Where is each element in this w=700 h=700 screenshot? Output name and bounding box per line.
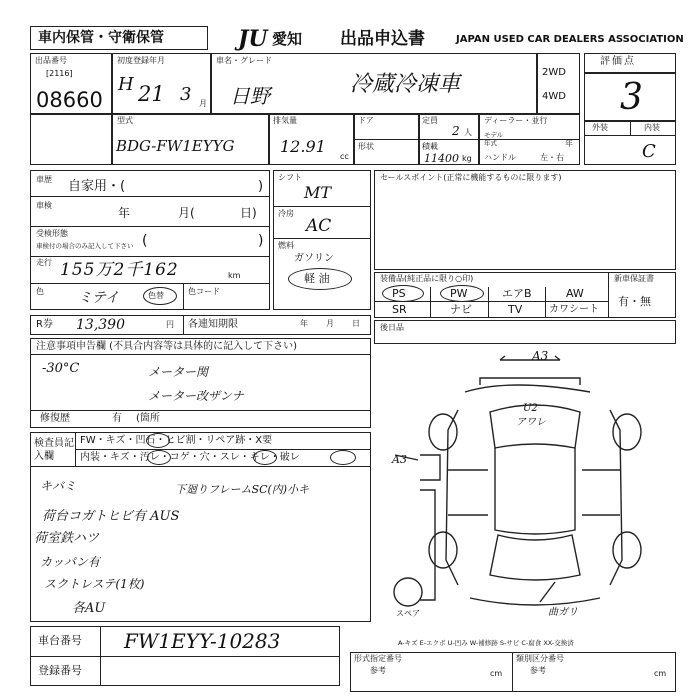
handle-options: 左・右 bbox=[540, 153, 564, 162]
equip-sr: SR bbox=[392, 303, 407, 316]
usage-paren: ) bbox=[258, 179, 264, 194]
drive-4wd: 4WD bbox=[542, 91, 566, 102]
era: H bbox=[118, 74, 134, 95]
ac-value: AC bbox=[306, 216, 332, 236]
color-value: ミテイ bbox=[78, 290, 120, 306]
form-title: 出品申込書 bbox=[340, 29, 425, 49]
first-reg-month: 3 bbox=[180, 84, 192, 105]
acceptance-label: 受検形態 bbox=[36, 229, 68, 238]
class-cm-unit: cm bbox=[654, 669, 667, 678]
class-ref-label: 参考 bbox=[530, 666, 546, 675]
acceptance-note: 車検付の場合のみ記入して下さい bbox=[36, 242, 134, 250]
note-meter-1: メーター関 bbox=[148, 365, 209, 379]
displacement: 12.91 bbox=[280, 137, 326, 156]
displacement-label: 排気量 bbox=[273, 116, 297, 125]
fuel-gasoline: ガソリン bbox=[294, 253, 334, 264]
front-bumper bbox=[480, 378, 580, 385]
rear-right-wheel bbox=[613, 532, 641, 568]
front-right-wheel bbox=[613, 414, 641, 450]
front-left-wheel bbox=[429, 414, 457, 450]
mileage-label: 走行 bbox=[36, 258, 52, 267]
usage-value: 自家用・( bbox=[68, 179, 126, 194]
left-door-line bbox=[448, 470, 488, 515]
recycle-day: 日 bbox=[352, 319, 360, 328]
repair-parts: (箇所 bbox=[136, 413, 160, 424]
usage-label: 車歴 bbox=[36, 175, 52, 184]
left-mirror bbox=[420, 455, 440, 480]
diagram-legend: A-キズ E-エクボ U-凹み W-補修跡 S-サビ C-腐食 XX-交換済 bbox=[398, 639, 574, 647]
acceptance-open: ( bbox=[142, 233, 148, 249]
int-label: 内装 bbox=[644, 123, 660, 132]
hand-note-1: キバミ bbox=[40, 479, 77, 493]
handle-label: ハンドル bbox=[484, 153, 516, 162]
month-unit: 月 bbox=[199, 99, 207, 108]
color-code-label: 色コード bbox=[188, 287, 220, 296]
year-unit: 年 bbox=[565, 139, 573, 148]
model-label: 型式 bbox=[117, 116, 133, 125]
capacity-unit: 人 bbox=[464, 128, 472, 137]
frame-value: FW1EYY-10283 bbox=[124, 629, 281, 653]
note-temp: -30°C bbox=[42, 361, 80, 376]
repair-value: 有 bbox=[112, 413, 122, 424]
hand-note-4: 荷室鉄ハツ bbox=[34, 531, 100, 546]
reg-label: 登録番号 bbox=[38, 664, 82, 677]
grade: 冷蔵冷凍車 bbox=[350, 72, 461, 97]
r-label: R券 bbox=[36, 319, 53, 330]
ju-logo: JU bbox=[238, 26, 268, 52]
r-value: 13,390 bbox=[76, 317, 125, 333]
equip-seat: カワシート bbox=[549, 304, 599, 315]
equip-navi: ナビ bbox=[450, 303, 472, 316]
inspection-year: 年 bbox=[118, 206, 131, 220]
diagram-bottom-note: 曲ガリ bbox=[548, 607, 578, 618]
annot-top-arrow bbox=[500, 356, 560, 360]
diagram-roof-note-2: アワレ bbox=[516, 417, 546, 428]
mileage-value: 155万2千162 bbox=[60, 260, 179, 280]
inspection-label: 車検 bbox=[36, 201, 52, 210]
association-name: JAPAN USED CAR DEALERS ASSOCIATION bbox=[456, 34, 684, 45]
shift-value: MT bbox=[304, 183, 332, 202]
maker: 日野 bbox=[230, 84, 270, 108]
ext-label: 外装 bbox=[592, 123, 608, 132]
region-name: 愛知 bbox=[272, 30, 303, 48]
class-num-label: 類別区分番号 bbox=[516, 654, 564, 663]
equip-tv: TV bbox=[508, 303, 523, 316]
lot-sub: [2116] bbox=[46, 69, 73, 78]
hand-note-5: カッパン有 bbox=[40, 555, 100, 569]
capacity-label: 定員 bbox=[422, 116, 438, 125]
color-change: 色替 bbox=[148, 291, 164, 300]
recycle-label: 各連知期限 bbox=[188, 319, 238, 330]
equip-airbag: エアB bbox=[502, 287, 532, 300]
shape-label: 形状 bbox=[358, 142, 374, 151]
inspector-row-1: FW・キズ・凹石・ヒビ割・リペア跡・X要 bbox=[80, 435, 273, 446]
dealer-label: ディーラー・並行 bbox=[484, 116, 548, 125]
color-label: 色 bbox=[36, 287, 44, 296]
recycle-month: 月 bbox=[326, 319, 334, 328]
rear-left-wheel bbox=[429, 532, 457, 568]
acceptance-close: ) bbox=[258, 233, 264, 249]
lot-label: 出品番号 bbox=[35, 56, 67, 65]
recycle-year: 年 bbox=[300, 319, 308, 328]
roof bbox=[495, 448, 575, 534]
capacity-value: 2 bbox=[452, 124, 460, 138]
new-warranty-label: 新車保証書 bbox=[614, 274, 654, 283]
inspector-label: 検査員記入欄 bbox=[34, 438, 74, 462]
score: 3 bbox=[620, 77, 643, 118]
model-code: BDG-FW1EYYG bbox=[116, 137, 235, 155]
sales-point-label: セールスポイント(正常に機能するものに限ります) bbox=[380, 173, 562, 182]
spare-tire bbox=[394, 578, 422, 606]
diagram-roof-note-1: U2 bbox=[523, 403, 538, 414]
first-reg-label: 初度登録年月 bbox=[117, 56, 165, 65]
hand-note-2: 下廻りフレームSC(内)小キ bbox=[175, 483, 310, 496]
first-reg-year: 21 bbox=[138, 82, 165, 106]
shift-label: シフト bbox=[278, 173, 302, 182]
equip-aw: AW bbox=[566, 287, 584, 300]
left-side-outline bbox=[420, 490, 435, 600]
hand-note-3: 荷台コガトヒビ有 AUS bbox=[42, 509, 180, 524]
load-unit: kg bbox=[462, 154, 472, 163]
annot-bottom-arrow bbox=[540, 582, 555, 602]
diagram-spare-label: スペア bbox=[396, 609, 420, 618]
body-right bbox=[610, 410, 622, 585]
doc-ref-label: 参考 bbox=[370, 666, 386, 675]
r-unit: 円 bbox=[166, 320, 174, 329]
equip-pw: PW bbox=[450, 287, 468, 300]
interior-score: C bbox=[642, 141, 656, 162]
security-note: 車内保管・守衛保管 bbox=[38, 30, 164, 46]
hood-outline bbox=[465, 385, 590, 392]
load-label: 積載 bbox=[422, 142, 438, 151]
right-door-line bbox=[582, 470, 620, 515]
inspection-day: 日) bbox=[240, 206, 257, 220]
drive-2wd: 2WD bbox=[542, 67, 566, 78]
fuel-diesel: 軽 油 bbox=[304, 272, 330, 285]
later-install-label: 後日品 bbox=[380, 323, 404, 332]
model-year-label: モデル年式 bbox=[484, 131, 504, 147]
ac-label: 冷房 bbox=[278, 209, 294, 218]
repair-label: 修復歴 bbox=[40, 413, 70, 424]
mileage-unit: km bbox=[228, 271, 241, 280]
diagram-left-note: A3 bbox=[392, 453, 407, 466]
rear-window bbox=[490, 535, 580, 580]
rear-bumper bbox=[470, 598, 600, 605]
inspection-month: 月( bbox=[178, 206, 195, 220]
doc-cm-unit: cm bbox=[490, 669, 503, 678]
equipment-label: 装備品(純正品に限り○印) bbox=[380, 274, 474, 283]
notes-label: 注意事項申告欄 (不具合内容等は具体的に記入して下さい) bbox=[36, 341, 297, 352]
inspector-row-2: 内装・キズ・汚レ・コゲ・穴・スレ・キレ・破レ bbox=[80, 452, 300, 463]
new-warranty-options: 有・無 bbox=[618, 295, 651, 308]
diagram-top-note: A3 bbox=[532, 349, 549, 363]
name-label: 車名・グレード bbox=[216, 56, 272, 65]
score-label: 評価点 bbox=[600, 56, 636, 67]
lot-number: 08660 bbox=[36, 88, 103, 112]
equip-ps: PS bbox=[392, 287, 406, 300]
hand-note-7: 各AU bbox=[72, 601, 106, 616]
displacement-unit: cc bbox=[340, 152, 349, 161]
door-label: ドア bbox=[358, 116, 374, 125]
doc-num-label: 形式指定番号 bbox=[354, 654, 402, 663]
load-value: 11400 bbox=[424, 152, 459, 165]
hand-note-6: スクトレステ(1枚) bbox=[44, 577, 145, 591]
frame-label: 車台番号 bbox=[38, 634, 82, 647]
fuel-label: 燃料 bbox=[278, 241, 294, 250]
note-meter-2: メーター改ザンナ bbox=[148, 389, 244, 403]
